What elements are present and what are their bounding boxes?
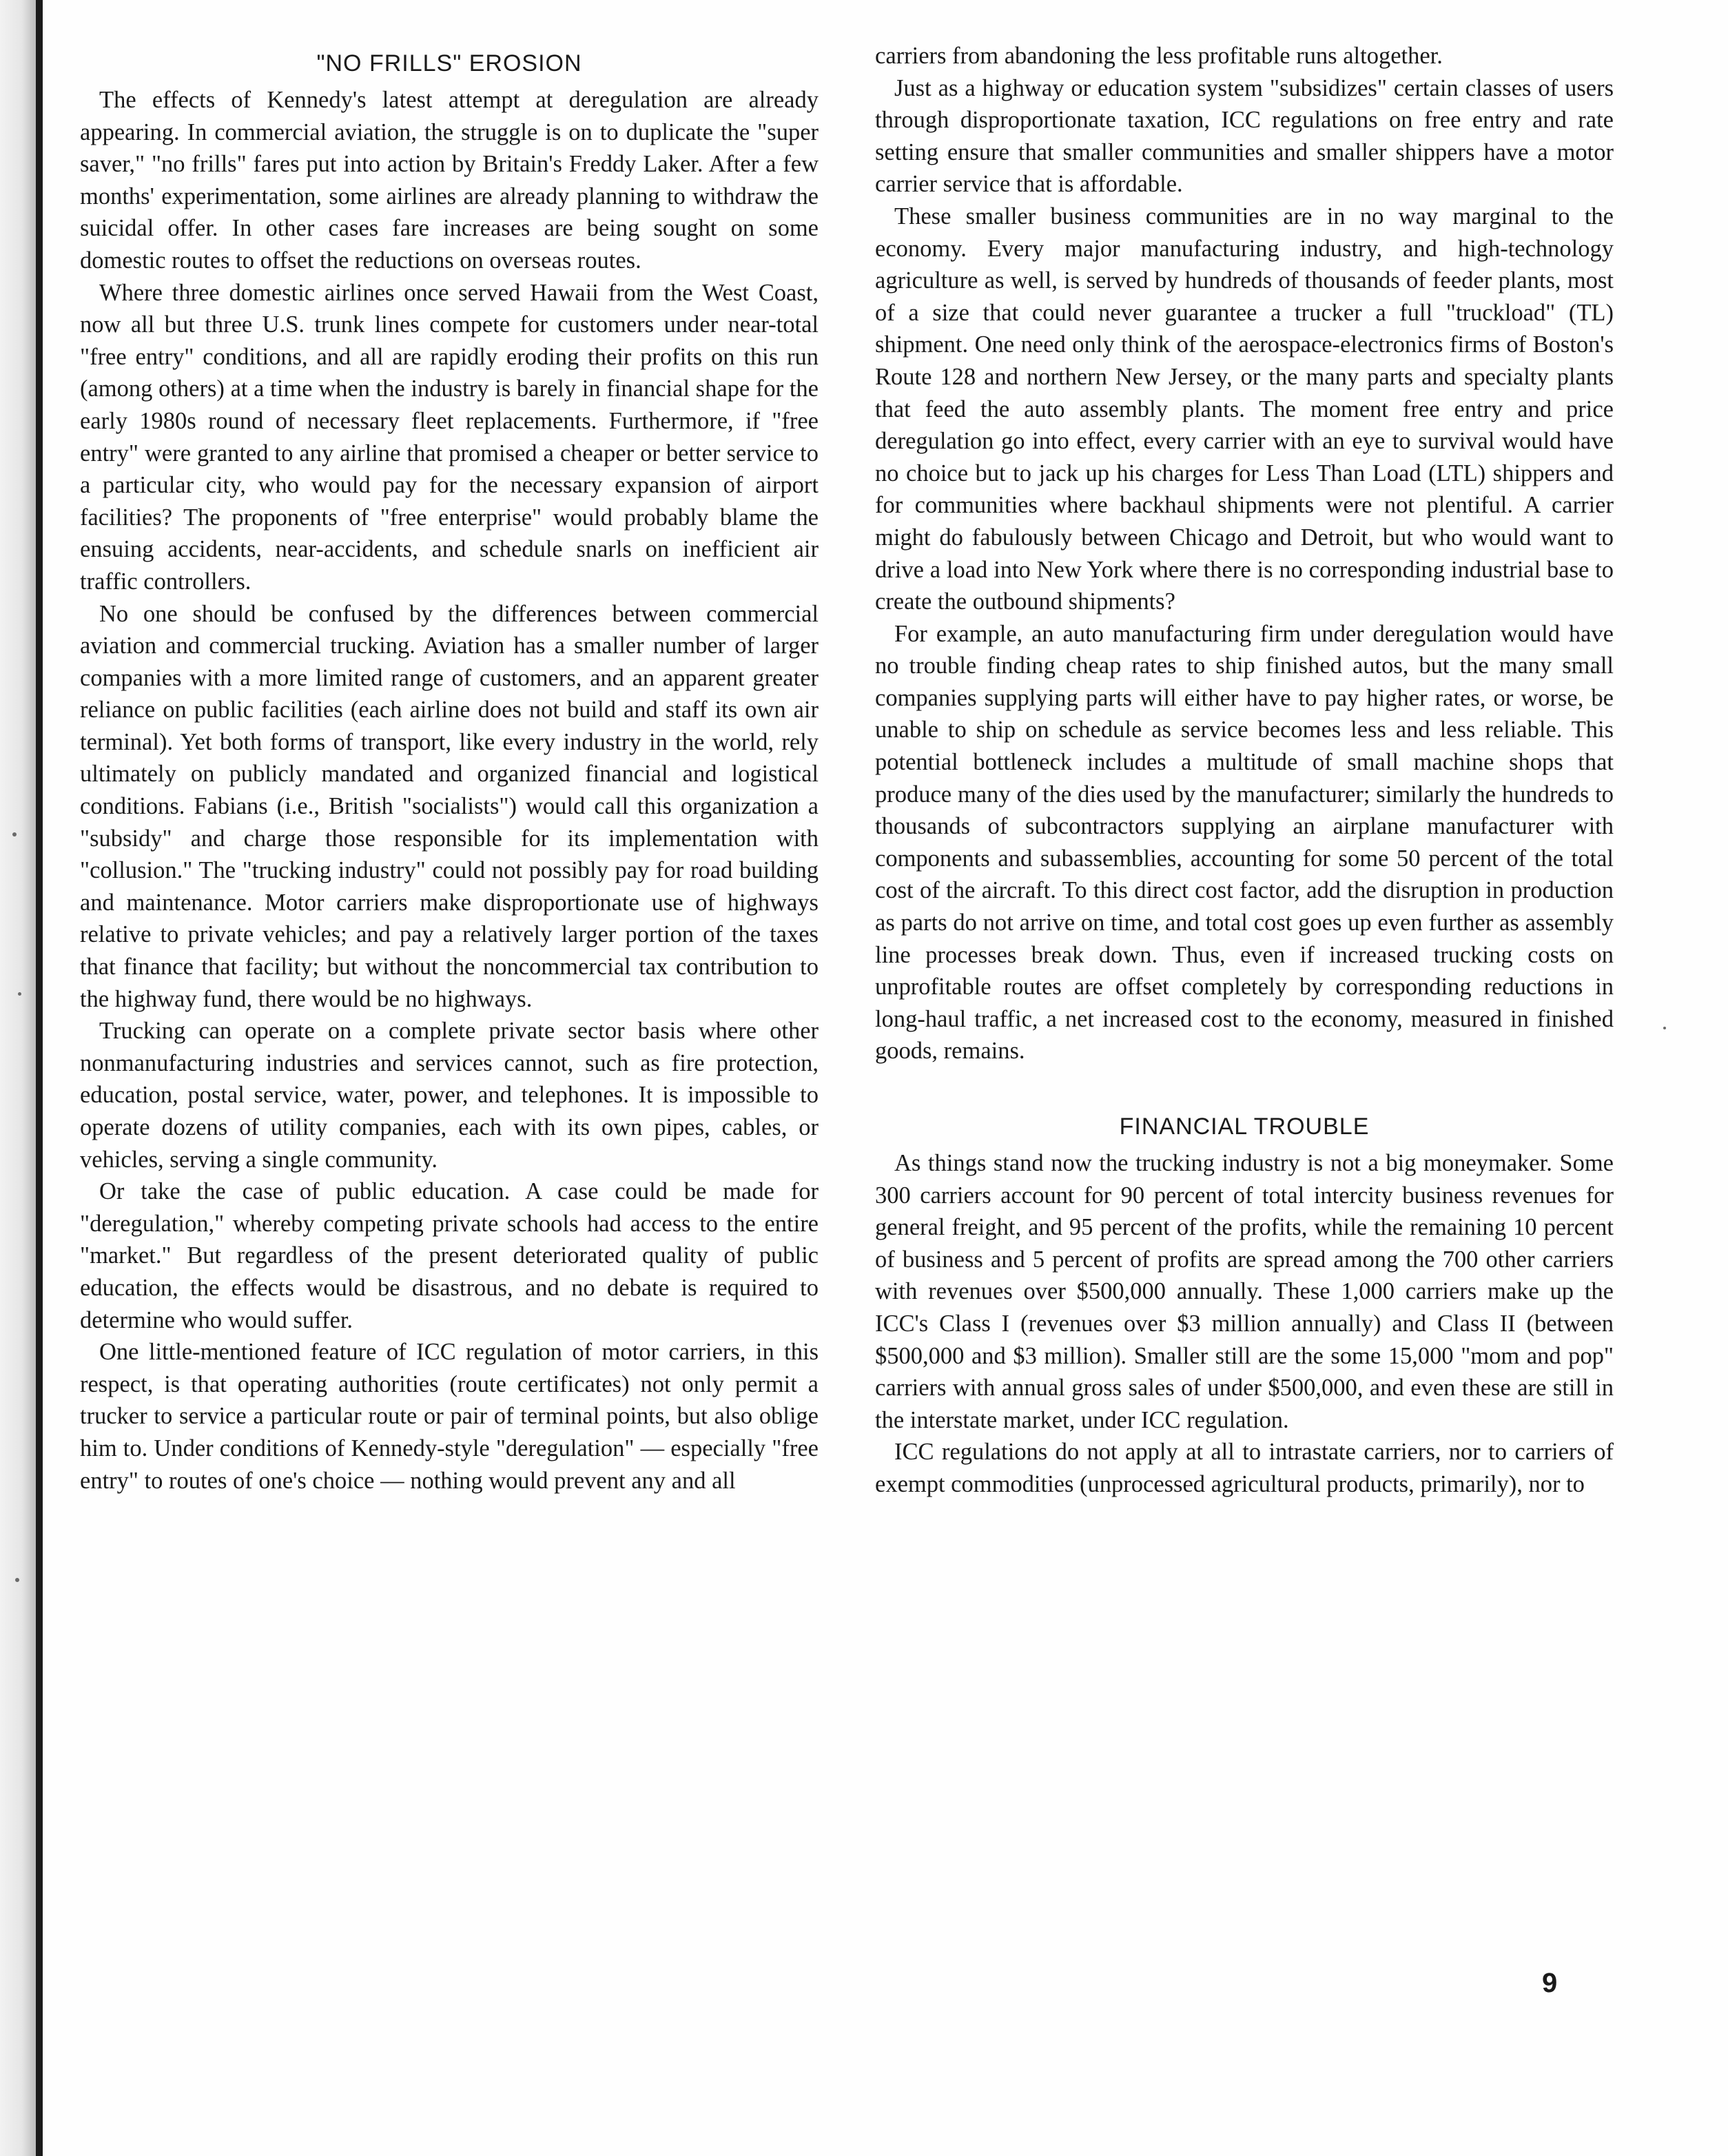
paragraph: Just as a highway or education system "subsidizes" certain classes of users through disproportionate taxation, ICC regulations on free entry and rate setting ensure that smaller communities and smaller shippers have a motor carrier service that is affordable. [875, 74, 1614, 198]
paragraph: These smaller business communities are in no way marginal to the economy. Every major manufacturing industry, and high-technology agriculture as well, is served by hundreds of thousands of feeder plants, most of a size that could never guarantee a trucker a full "truckload" (TL) shipment. One need only think of the aerospace-electronics firms of Boston's Route 128 and northern New Jersey, or the many parts and specialty plants that feed the auto assembly plants. The moment free entry and price deregulation go into effect, every carrier with an eye to survival would have no choice but to jack up his charges for Less Than Load (LTL) shippers and for communities where backhaul shipments were not plentiful. A carrier might do fabulously between Chicago and Detroit, but who would want to drive a load into New York where there is no corresponding industrial base to create the outbound shipments? [875, 203, 1614, 615]
paragraph: No one should be confused by the differences between commercial aviation and commercial trucking. Aviation has a smaller number of larger companies with a more limited range of customers, and an apparent greater reliance on public facilities (each airline does not build and staff its own air terminal). Yet both forms of transport, like every industry in the world, rely ultimately on publicly mandated and organized financial and logistical conditions. Fabians (i.e., British "socialists") would call this organization a "subsidy" and charge those responsible for its implementation with "collusion." The "trucking industry" could not possibly pay for road building and maintenance. Motor carriers make disproportionate use of highways relative to private vehicles; and pay a relatively larger portion of the taxes that finance that facility; but without the noncommercial tax contribution to the highway fund, there would be no highways. [80, 600, 819, 1012]
print-speck [12, 832, 17, 836]
section-heading-financial-trouble: FINANCIAL TROUBLE [1119, 1113, 1370, 1140]
paragraph: As things stand now the trucking industry is not a big moneymaker. Some 300 carriers account for 90 percent of total intercity business revenues for general freight, and 95 percent of the profits, while the remaining 10 percent of business and 5 percent of profits are spread among the 700 other carriers with revenues over $500,000 annually. These 1,000 carriers make up the ICC's Class I (revenues over $3 million annually) and Class II (between $500,000 and $3 million). Smaller still are the some 15,000 "mom and pop" carriers with annual gross sales of under $500,000, and even these are still in the interstate market, under ICC regulation. [875, 1150, 1614, 1433]
binding-edge [36, 0, 43, 2156]
left-column [80, 40, 819, 1497]
continued-paragraph: carriers from abandoning the less profitable runs altogether. [875, 43, 1443, 69]
paragraph: Or take the case of public education. A case could be made for "deregulation," whereby competing private schools had access to the entire "market." But regardless of the present deteriorated quality of public education, the effects would be disastrous, and no debate is required to determine who would suffer. [80, 1178, 819, 1333]
right-column [875, 40, 1614, 1501]
section-heading-no-frills: "NO FRILLS" EROSION [316, 50, 582, 76]
page-number: 9 [1542, 1968, 1558, 1998]
paragraph: ICC regulations do not apply at all to intrastate carriers, nor to carriers of exempt commodities (unprocessed agricultural products, primarily), nor to [875, 1439, 1614, 1497]
paragraph: One little-mentioned feature of ICC regulation of motor carriers, in this respect, is that operating authorities (route certificates) not only permit a trucker to service a particular route or pair of terminal points, but also oblige him to. Under conditions of Kennedy-style "deregulation" — especially "free entry" to routes of one's choice — nothing would prevent any and all [80, 1339, 819, 1494]
paragraph: For example, an auto manufacturing firm under deregulation would have no trouble finding cheap rates to ship finished autos, but the many small companies supplying parts will either have to pay higher rates, or worse, be unable to ship on schedule as service becomes less and less reliable. This potential bottleneck includes a multitude of small machine shops that produce many of the dies used by the manufacturer; similarly the hundreds to thousands of subcontractors supplying an airplane manufacturer with components and subassemblies, accounting for some 50 percent of the total cost of the aircraft. To this direct cost factor, add the disruption in production as parts do not arrive on time, and total cost goes up even further as assembly line processes break down. Thus, even if increased trucking costs on unprofitable routes are offset completely by corresponding reductions in long-haul traffic, a net increased cost to the economy, measured in finished goods, remains. [875, 620, 1614, 1065]
paragraph: Trucking can operate on a complete private sector basis where other nonmanufacturing industries and services cannot, such as fire protection, education, postal service, water, power, and telephones. It is impossible to operate dozens of utility companies, each with its own pipes, cables, or vehicles, serving a single community. [80, 1018, 819, 1173]
paragraph: The effects of Kennedy's latest attempt at deregulation are already appearing. In commercial aviation, the struggle is on to duplicate the "super saver," "no frills" fares put into action by Britain's Freddy Laker. After a few months' experimentation, some airlines are already planning to withdraw the suicidal offer. In other cases fare increases are being sought on some domestic routes to offset the reductions on overseas routes. [80, 87, 819, 274]
binding-shadow [0, 0, 36, 2156]
print-speck [15, 1578, 19, 1582]
print-speck [1663, 1027, 1666, 1029]
print-speck [18, 992, 21, 996]
paragraph: Where three domestic airlines once served Hawaii from the West Coast, now all but three U.S. trunk lines compete for customers under near-total "free entry" conditions, and all are rapidly eroding their profits on this run (among others) at a time when the industry is barely in financial shape for the early 1980s round of necessary fleet replacements. Furthermore, if "free entry" were granted to any airline that promised a cheaper or better service to a particular city, who would pay for the necessary expansion of airport facilities? The proponents of "free enterprise" would probably blame the ensuing accidents, near-accidents, and schedule snarls on inefficient air traffic controllers. [80, 279, 819, 595]
